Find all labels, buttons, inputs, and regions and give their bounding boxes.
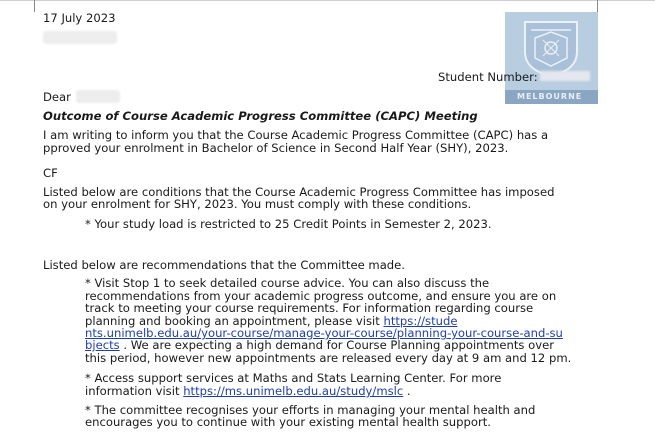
conditions-line-2: on your enrolment for SHY, 2023. You must comply with these conditions. <box>43 197 472 211</box>
rec2-line-1: * Access support services at Maths and Stats Learning Center. For more <box>85 371 502 385</box>
course-planning-link-part-1[interactable]: https://stude <box>383 314 458 328</box>
rec2-line-2 <box>85 385 411 397</box>
mslc-link[interactable]: https://ms.unimelb.edu.au/study/mslc <box>183 384 404 398</box>
redacted-recipient <box>76 90 120 103</box>
salutation: Dear <box>43 90 71 104</box>
condition-item: * Your study load is restricted to 25 Credit Points in Semester 2, 2023. <box>85 217 492 231</box>
recommendations-intro: Listed below are recommendations that the Committee made. <box>43 258 405 272</box>
rec1-line-7: this period, however new appointments are released every day at 9 am and 12 pm. <box>85 351 572 365</box>
rec1-line-1: * Visit Stop 1 to seek detailed course advice. You can also discuss the <box>85 276 490 290</box>
redacted-student-number <box>540 71 590 81</box>
rec2-line-2-text: information visit <box>85 384 184 398</box>
letter-date: 17 July 2023 <box>43 11 116 25</box>
rec3-line-2: encourages you to continue with your existing mental health support. <box>85 415 491 429</box>
intro-line-2: pproved your enrolment in Bachelor of Science in Second Half Year (SHY), 2023. <box>43 141 509 155</box>
university-logo <box>505 12 598 104</box>
intro-line-1: I am writing to inform you that the Course Academic Progress Committee (CAPC) has a <box>43 128 549 142</box>
crop-mark-left <box>34 0 35 12</box>
rec1-line-3: track to meeting your course requirements. For information regarding course <box>85 301 534 315</box>
course-planning-link-part-3[interactable]: bjects <box>85 338 120 352</box>
rec2-line-2-end: . <box>403 384 411 398</box>
rec1-line-4-text: planning and booking an appointment, please visit <box>85 314 384 328</box>
rec1-line-6-text: . We are expecting a high demand for Course Planning appointments over <box>119 338 554 352</box>
crest-icon <box>521 18 581 78</box>
outcome-code: CF <box>43 166 58 180</box>
rec3-line-1: * The committee recognises your efforts in managing your mental health and <box>85 403 536 417</box>
page-top-edge <box>0 0 655 1</box>
rec1-line-2: recommendations from your academic progress outcome, and ensure you are on <box>85 289 557 303</box>
course-planning-link-part-2[interactable]: nts.unimelb.edu.au/your-course/manage-your-course/planning-your-course-and-su <box>85 326 563 340</box>
crop-mark-right <box>597 0 598 12</box>
rec1-line-6 <box>85 339 554 351</box>
subject-line: Outcome of Course Academic Progress Committee (CAPC) Meeting <box>43 109 478 123</box>
logo-wordmark: MELBOURNE <box>517 92 583 101</box>
redacted-name <box>43 31 117 44</box>
conditions-line-1: Listed below are conditions that the Course Academic Progress Committee has imposed <box>43 185 555 199</box>
student-number-label: Student Number: <box>438 70 538 84</box>
